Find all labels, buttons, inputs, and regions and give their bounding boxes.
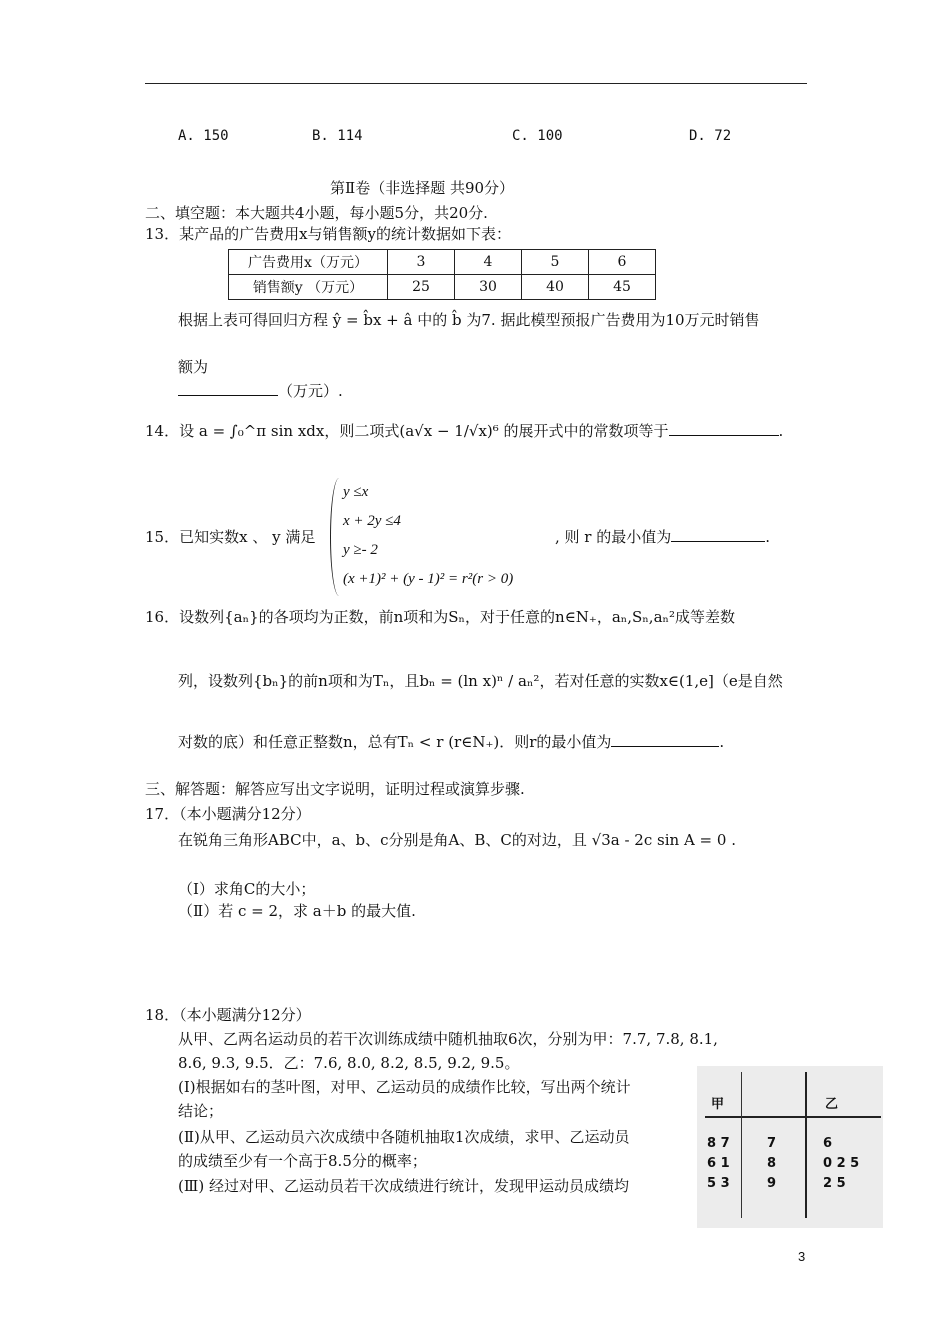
table-cell: 25: [388, 275, 455, 300]
table-cell: 销售额y （万元）: [229, 275, 388, 300]
q15-constraint-1: y ≤x: [343, 484, 369, 500]
table-cell: 5: [522, 250, 589, 275]
option-a: A. 150: [178, 128, 229, 144]
table-cell: 6: [589, 250, 656, 275]
table-cell: 3: [388, 250, 455, 275]
q16-line3: 对数的底）和任意正整数n，总有Tₙ < r (r∈N₊)．则r的最小值为: [178, 733, 612, 751]
section-3-heading: 三、解答题：解答应写出文字说明，证明过程或演算步骤.: [145, 780, 525, 798]
stem-leaf-stem: 8: [767, 1156, 777, 1171]
option-b: B. 114: [312, 128, 363, 144]
stem-leaf-plot: [697, 1066, 883, 1228]
stem-leaf-leaf-left: 8 7: [707, 1136, 730, 1151]
q16-end: .: [719, 733, 725, 751]
q17-title: 17．（本小题满分12分）: [145, 805, 311, 823]
q18-line4: 结论；: [178, 1102, 224, 1120]
q17-part1: （Ⅰ）求角C的大小；: [178, 880, 316, 898]
q15-label: 15．已知实数x 、 y 满足: [145, 528, 316, 546]
q13-answer-line: [178, 380, 343, 401]
q13-line1: 根据上表可得回归方程 ŷ = b̂x + â 中的 b̂ 为7. 据此模型预报广告费用为10万元时销售: [178, 311, 760, 329]
q18-line1: 从甲、乙两名运动员的若干次训练成绩中随机抽取6次，分别为甲：7.7, 7.8, 8.1,: [178, 1030, 718, 1048]
q18-line2: 8.6, 9.3, 9.5．乙：7.6, 8.0, 8.2, 8.5, 9.2, 9.5。: [178, 1054, 520, 1072]
q15-constraint-2: x + 2y ≤4: [343, 513, 401, 529]
stem-leaf-leaf-left: 6 1: [707, 1156, 730, 1171]
answer-blank[interactable]: [669, 421, 779, 436]
table-cell: 30: [455, 275, 522, 300]
stem-leaf-divider: [705, 1116, 881, 1118]
option-c: C. 100: [512, 128, 563, 144]
answer-blank[interactable]: [671, 527, 765, 542]
q13-line2: 额为: [178, 358, 209, 376]
q15-brace: [330, 478, 340, 596]
stem-leaf-leaf-right: 0 2 5: [823, 1156, 860, 1171]
stem-leaf-left-label: 甲: [711, 1097, 725, 1112]
q13-stem: 13．某产品的广告费用x与销售额y的统计数据如下表：: [145, 225, 512, 243]
q14-line: [145, 420, 783, 441]
q15-tail: , 则 r 的最小值为: [555, 528, 672, 546]
table-cell: 40: [522, 275, 589, 300]
q18-title: 18．（本小题满分12分）: [145, 1006, 311, 1024]
answer-blank[interactable]: [611, 732, 719, 747]
stem-leaf-left-line: [741, 1072, 742, 1218]
stem-leaf-right-label: 乙: [825, 1097, 839, 1112]
q15-tail-line: [555, 526, 770, 547]
q18-line7: (Ⅲ) 经过对甲、乙运动员若干次成绩进行统计，发现甲运动员成绩均: [178, 1177, 629, 1195]
table-row: [229, 250, 656, 275]
table-cell: 45: [589, 275, 656, 300]
option-d: D. 72: [689, 128, 732, 144]
q17-part2: （Ⅱ）若 c = 2，求 a＋b 的最大值.: [178, 902, 416, 920]
section-2-heading: 二、填空题：本大题共4小题，每小题5分，共20分.: [145, 204, 488, 222]
q17-line1: 在锐角三角形ABC中，a、b、c分别是角A、B、C的对边，且 √3a - 2c sin A = 0 .: [178, 831, 736, 849]
page-number: 3: [798, 1249, 806, 1264]
q18-line5: (Ⅱ)从甲、乙运动员六次成绩中各随机抽取1次成绩，求甲、乙运动员: [178, 1128, 630, 1146]
q15-constraint-4: (x +1)² + (y - 1)² = r²(r > 0): [343, 571, 514, 587]
stem-leaf-leaf-left: 5 3: [707, 1176, 730, 1191]
q16-line3-wrap: [178, 731, 724, 752]
q13-unit: （万元）.: [278, 382, 343, 400]
table-row: [229, 275, 656, 300]
stem-leaf-leaf-right: 2 5: [823, 1176, 846, 1191]
q18-line3: (Ⅰ)根据如右的茎叶图，对甲、乙运动员的成绩作比较，写出两个统计: [178, 1078, 631, 1096]
q15-end: .: [765, 528, 771, 546]
header-rule: [145, 83, 807, 84]
stem-leaf-stem: 9: [767, 1176, 777, 1191]
q18-line6: 的成绩至少有一个高于8.5分的概率；: [178, 1152, 427, 1170]
stem-leaf-leaf-right: 6: [823, 1136, 833, 1151]
stem-leaf-right-line: [805, 1072, 807, 1218]
stem-leaf-stem: 7: [767, 1136, 777, 1151]
table-cell: 4: [455, 250, 522, 275]
q13-data-table: [228, 249, 656, 300]
answer-blank[interactable]: [178, 381, 278, 396]
q14-text: 14．设 a = ∫₀^π sin xdx，则二项式(a√x − 1/√x)⁶ 的展开式中的常数项等于: [145, 422, 669, 440]
table-cell: 广告费用x（万元）: [229, 250, 388, 275]
q16-line1: 16．设数列{aₙ}的各项均为正数，前n项和为Sₙ，对于任意的n∈N₊，aₙ,Sₙ,aₙ²成等差数: [145, 608, 736, 626]
q15-constraint-3: y ≥- 2: [343, 542, 378, 558]
q16-line2: 列，设数列{bₙ}的前n项和为Tₙ，且bₙ = (ln x)ⁿ / aₙ²，若对任意的实数x∈(1,e]（e是自然: [178, 672, 783, 690]
q14-end: .: [778, 422, 784, 440]
section-2-title: 第Ⅱ卷（非选择题 共90分）: [330, 179, 515, 197]
